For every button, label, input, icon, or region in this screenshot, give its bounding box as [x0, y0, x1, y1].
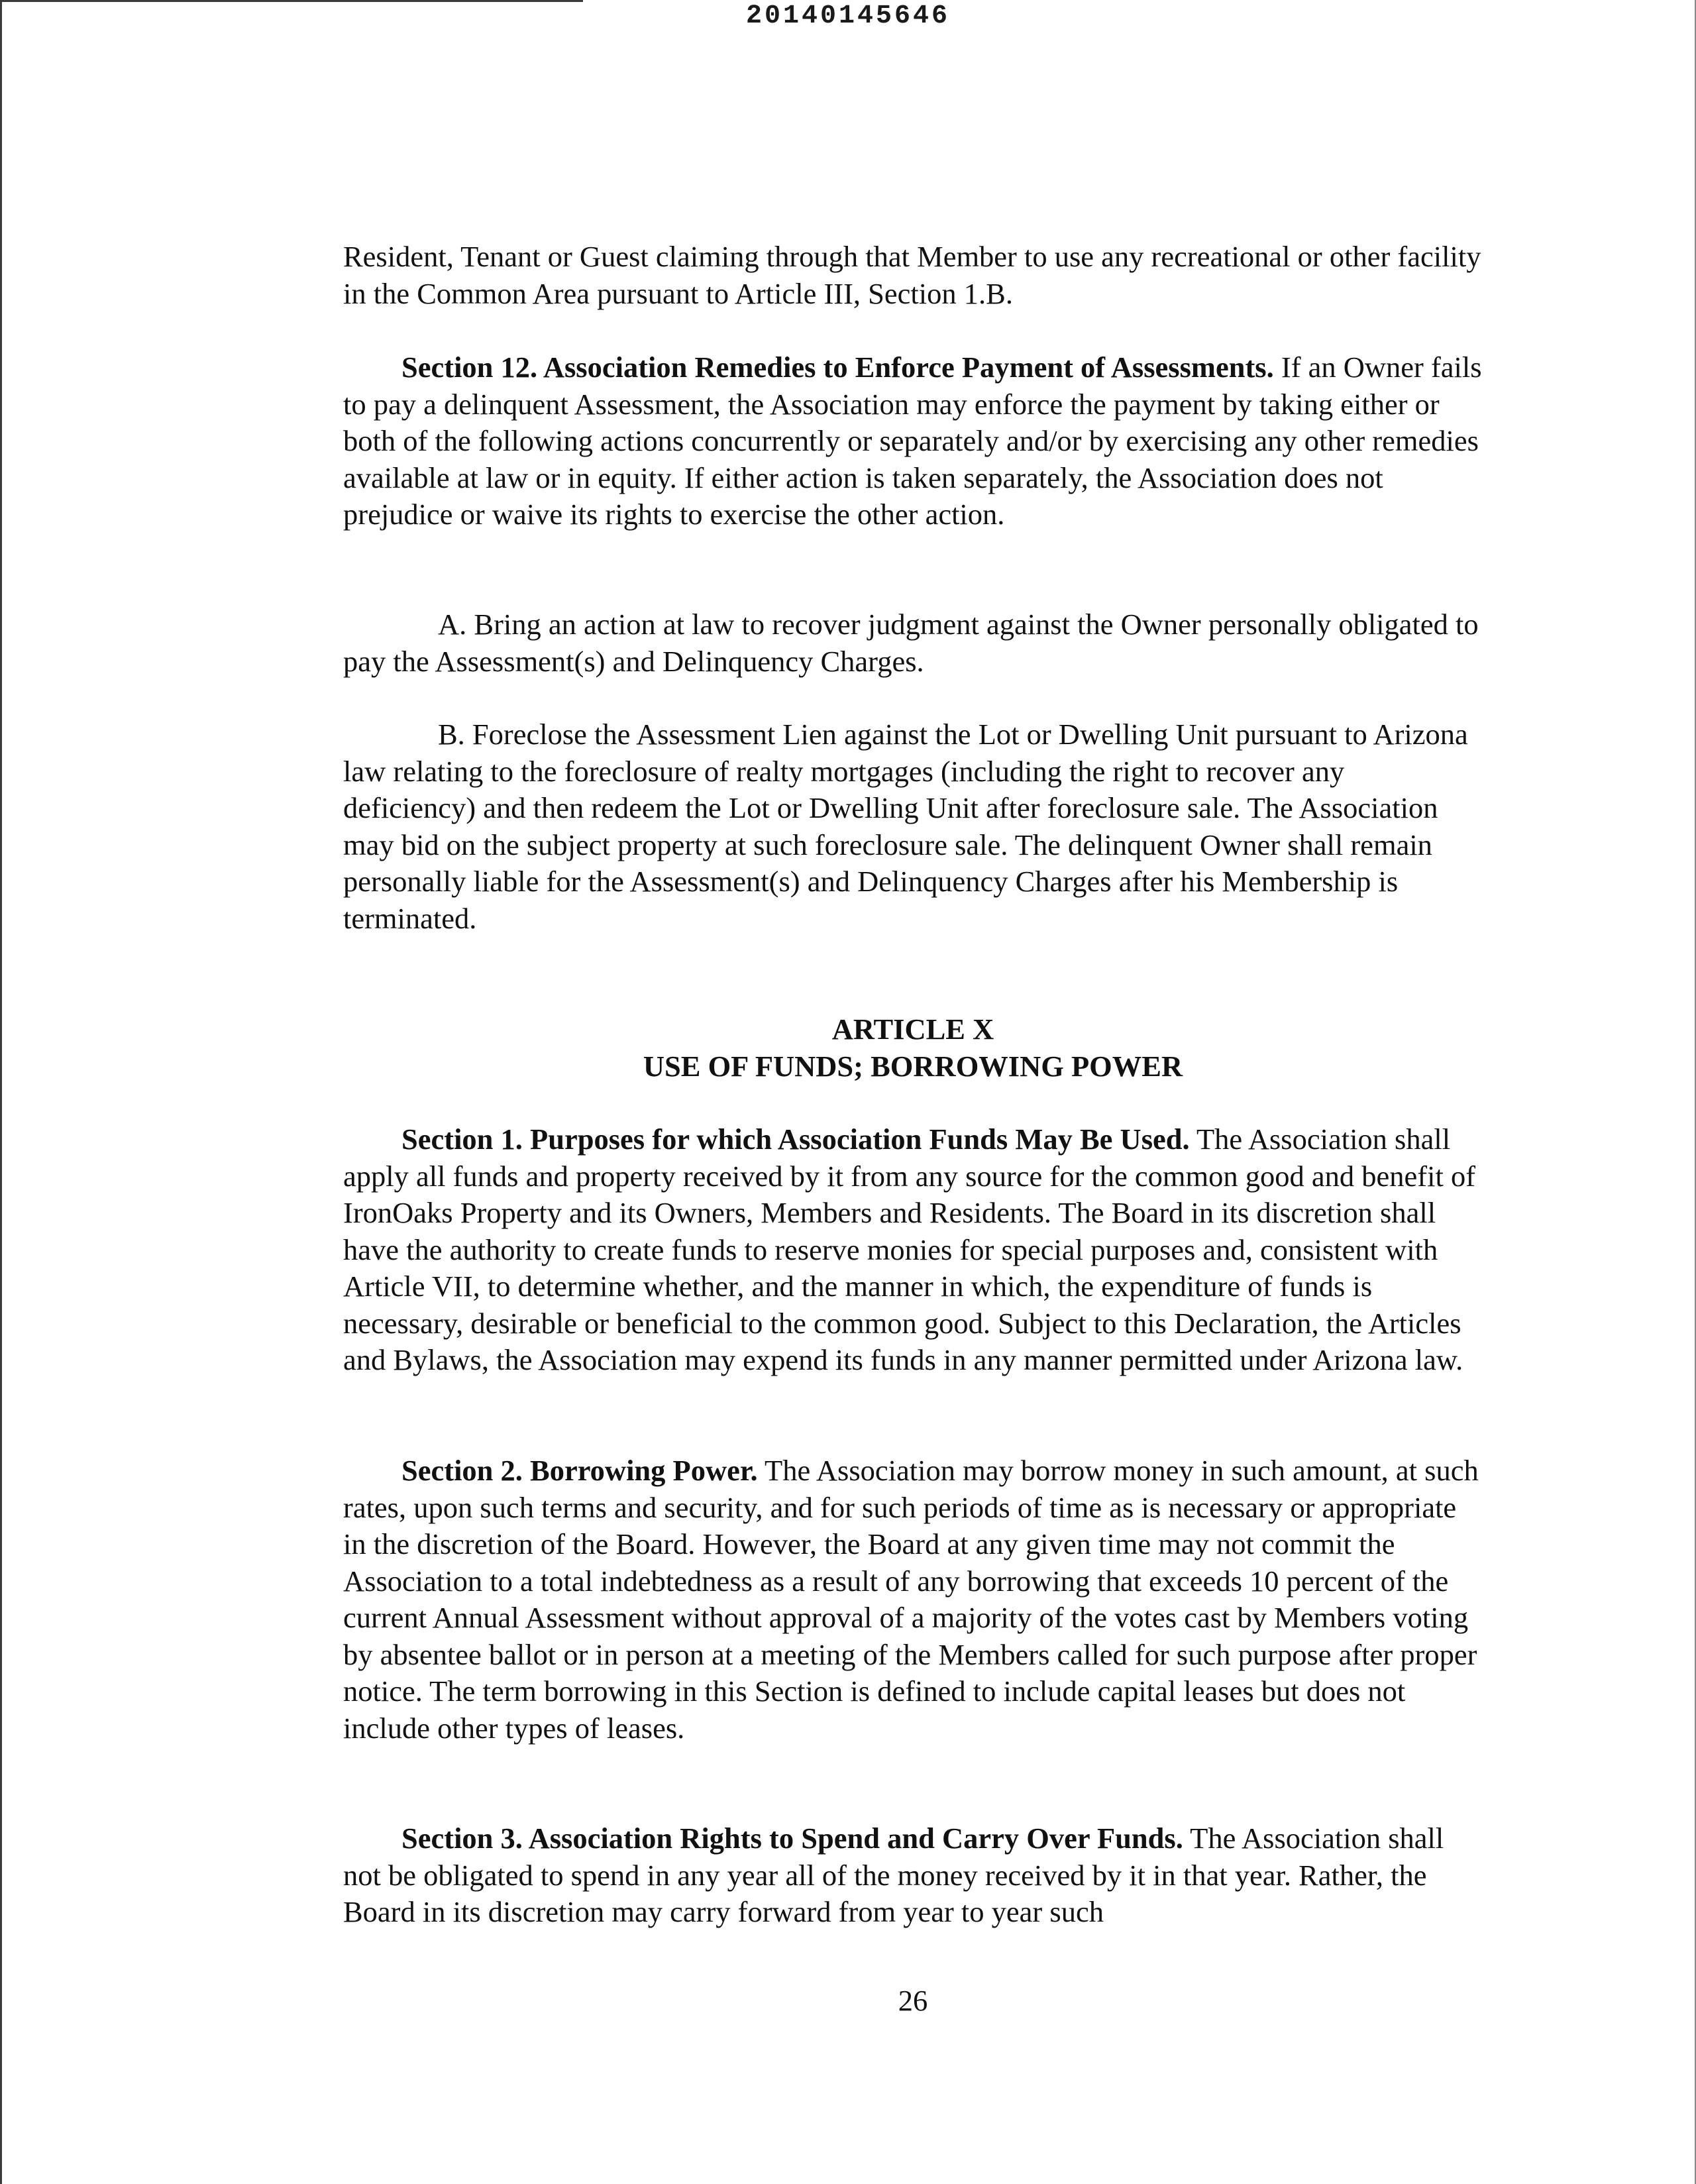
section-1-paragraph: [343, 1121, 1483, 1379]
scan-left-edge: [0, 0, 2, 2184]
section-12: [343, 349, 1483, 533]
section-2-paragraph: [343, 1452, 1483, 1747]
article-heading: [343, 1011, 1483, 1085]
document-number: 20140145646: [745, 1, 951, 31]
section-2-heading: Section 2. Borrowing Power.: [401, 1454, 758, 1487]
section-12-heading: Section 12. Association Remedies to Enforce Payment of Assessments.: [401, 351, 1274, 384]
section-3-body: The Association shall not be obligated to spend in any year all of the money received by it in that year. Rather, the Board in its discretion may carry forward from year to year such: [343, 1822, 1444, 1928]
page-number: 26: [898, 1984, 928, 2017]
section-3: [343, 1820, 1483, 1931]
section-2-body: The Association may borrow money in such amount, at such rates, upon such terms and security, and for such periods of time as is necessary or appropriate in the discretion of the Board. However, the Board at any given time may not commit the Association to a total indebtedness as a result of any borrowing that exceeds 10 percent of the current Annual Assessment without approval of a majority of the votes cast by Members voting by absentee ballot or in person at a meeting of the Members called for such purpose after proper notice. The term borrowing in this Section is defined to include capital leases but does not include other types of leases.: [343, 1454, 1479, 1745]
section-12-paragraph: [343, 349, 1483, 533]
subsection-a: [343, 606, 1483, 680]
subsection-b-text: B. Foreclose the Assessment Lien against the Lot or Dwelling Unit pursuant to Arizona law relating to the foreclosure of realty mortgages (including the right to recover any deficiency) and then redeem the Lot or Dwelling Unit after foreclosure sale. The Association may bid on the subject property at such foreclosure sale. The delinquent Owner shall remain personally liable for the Assessment(s) and Delinquency Charges after his Membership is terminated.: [343, 718, 1468, 935]
subsection-a-text: A. Bring an action at law to recover judgment against the Owner personally obligated to pay the Assessment(s) and Delinquency Charges.: [343, 608, 1479, 678]
section-12-body: If an Owner fails to pay a delinquent Assessment, the Association may enforce the payment by taking either or both of the following actions concurrently or separately and/or by exercising any other remedies available at law or in equity. If either action is taken separately, the Association does not prejudice or waive its rights to exercise the other action.: [343, 351, 1482, 531]
section-2: [343, 1452, 1483, 1747]
section-1-body: The Association shall apply all funds and property received by it from any source for the common good and benefit of IronOaks Property and its Owners, Members and Residents. The Board in its discretion shall have the authority to create funds to reserve monies for special purposes and, consistent with Article VII, to determine whether, and the manner in which, the expenditure of funds is necessary, desirable or beneficial to the common good. Subject to this Declaration, the Articles and Bylaws, the Association may expend its funds in any manner permitted under Arizona law.: [343, 1122, 1476, 1376]
section-3-paragraph: [343, 1820, 1483, 1931]
subsection-b: [343, 716, 1483, 937]
section-1: [343, 1121, 1483, 1379]
article-number: ARTICLE X: [831, 1012, 994, 1046]
continuation-text: Resident, Tenant or Guest claiming through that Member to use any recreational or other facility in the Common Area pursuant to Article III, Section 1.B.: [343, 240, 1481, 310]
section-3-heading: Section 3. Association Rights to Spend and Carry Over Funds.: [401, 1822, 1183, 1855]
paragraph-continuation: [343, 239, 1483, 312]
section-1-heading: Section 1. Purposes for which Association Funds May Be Used.: [401, 1122, 1190, 1156]
article-title: USE OF FUNDS; BORROWING POWER: [643, 1049, 1183, 1083]
